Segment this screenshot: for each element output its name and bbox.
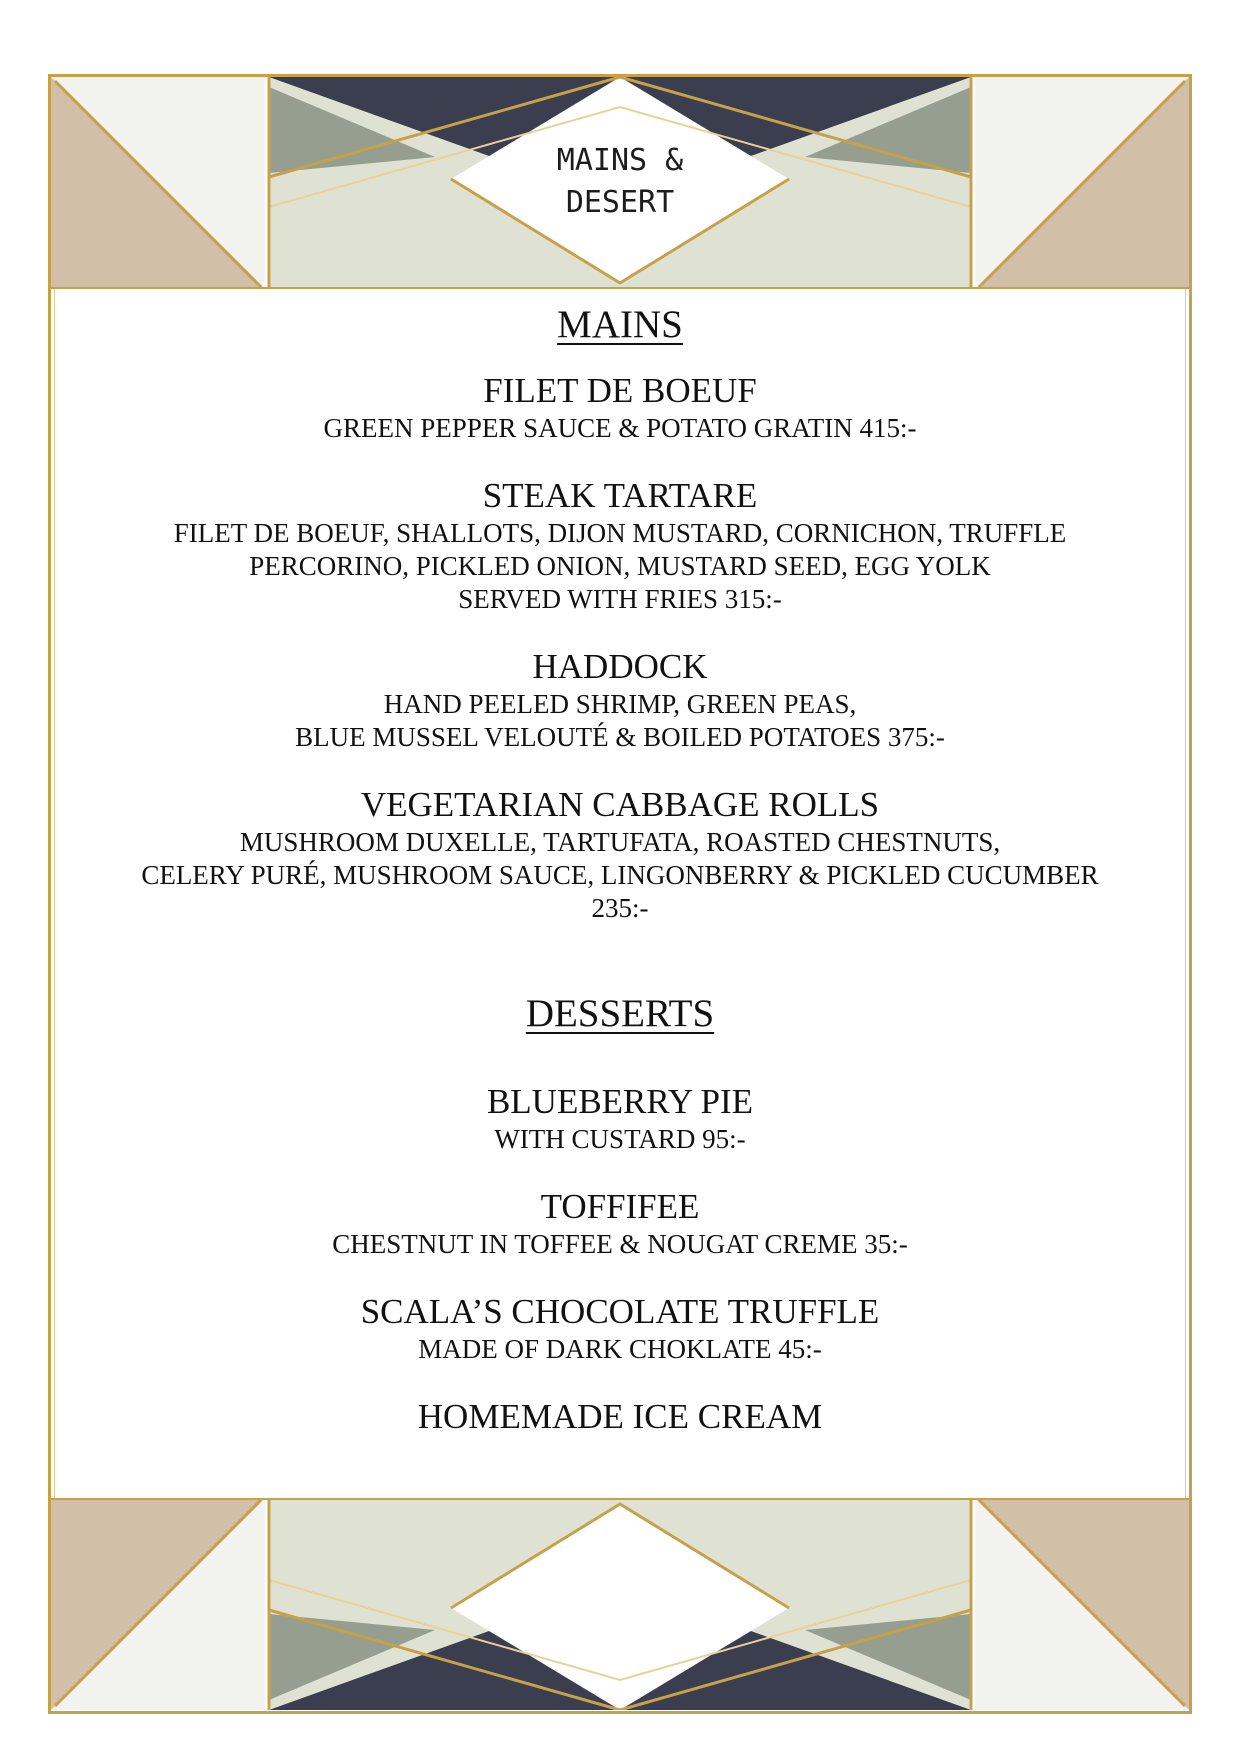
item-description: CHESTNUT IN TOFFEE & NOUGAT CREME 35:- — [332, 1229, 908, 1259]
item-description: MUSHROOM DUXELLE, TARTUFATA, ROASTED CHESTNUTS, — [239, 827, 1001, 857]
item-description: FILET DE BOEUF, SHALLOTS, DIJON MUSTARD, CORNICHON, TRUFFLE — [173, 518, 1067, 548]
menu-item — [60, 1396, 1180, 1438]
mains-heading: MAINS — [557, 303, 683, 346]
item-description: BLUE MUSSEL VELOUTÉ & BOILED POTATOES 375:- — [295, 722, 945, 752]
art-deco-pattern — [51, 1498, 1189, 1710]
item-description: CELERY PURÉ, MUSHROOM SAUCE, LINGONBERRY & PICKLED CUCUMBER — [141, 860, 1099, 890]
item-name: FILET DE BOEUF — [483, 371, 757, 410]
item-name: VEGETARIAN CABBAGE ROLLS — [360, 785, 880, 824]
item-name: TOFFIFEE — [540, 1187, 700, 1226]
item-description: SERVED WITH FRIES 315:- — [458, 584, 782, 614]
item-description: WITH CUSTARD 95:- — [494, 1124, 746, 1154]
item-description: 235:- — [591, 893, 649, 923]
menu-item — [60, 370, 1180, 445]
menu-item — [60, 784, 1180, 925]
menu-item — [60, 646, 1180, 754]
item-description: GREEN PEPPER SAUCE & POTATO GRATIN 415:- — [323, 413, 917, 443]
menu-item — [60, 1291, 1180, 1366]
item-name: HOMEMADE ICE CREAM — [417, 1397, 823, 1436]
item-description: MADE OF DARK CHOKLATE 45:- — [418, 1334, 822, 1364]
desserts-heading: DESSERTS — [525, 992, 715, 1035]
item-description: PERCORINO, PICKLED ONION, MUSTARD SEED, EGG YOLK — [249, 551, 991, 581]
menu-item — [60, 1186, 1180, 1261]
item-name: HADDOCK — [532, 647, 708, 686]
item-description: HAND PEELED SHRIMP, GREEN PEAS, — [383, 689, 857, 719]
item-name: BLUEBERRY PIE — [486, 1082, 754, 1121]
menu-item — [60, 1081, 1180, 1156]
footer-decoration — [51, 1498, 1189, 1710]
header-title: MAINS & DESERT — [556, 143, 684, 220]
item-name: STEAK TARTARE — [482, 476, 758, 515]
menu-item — [60, 475, 1180, 616]
menu-content — [60, 292, 1180, 1438]
item-name: SCALA’S CHOCOLATE TRUFFLE — [360, 1292, 880, 1331]
